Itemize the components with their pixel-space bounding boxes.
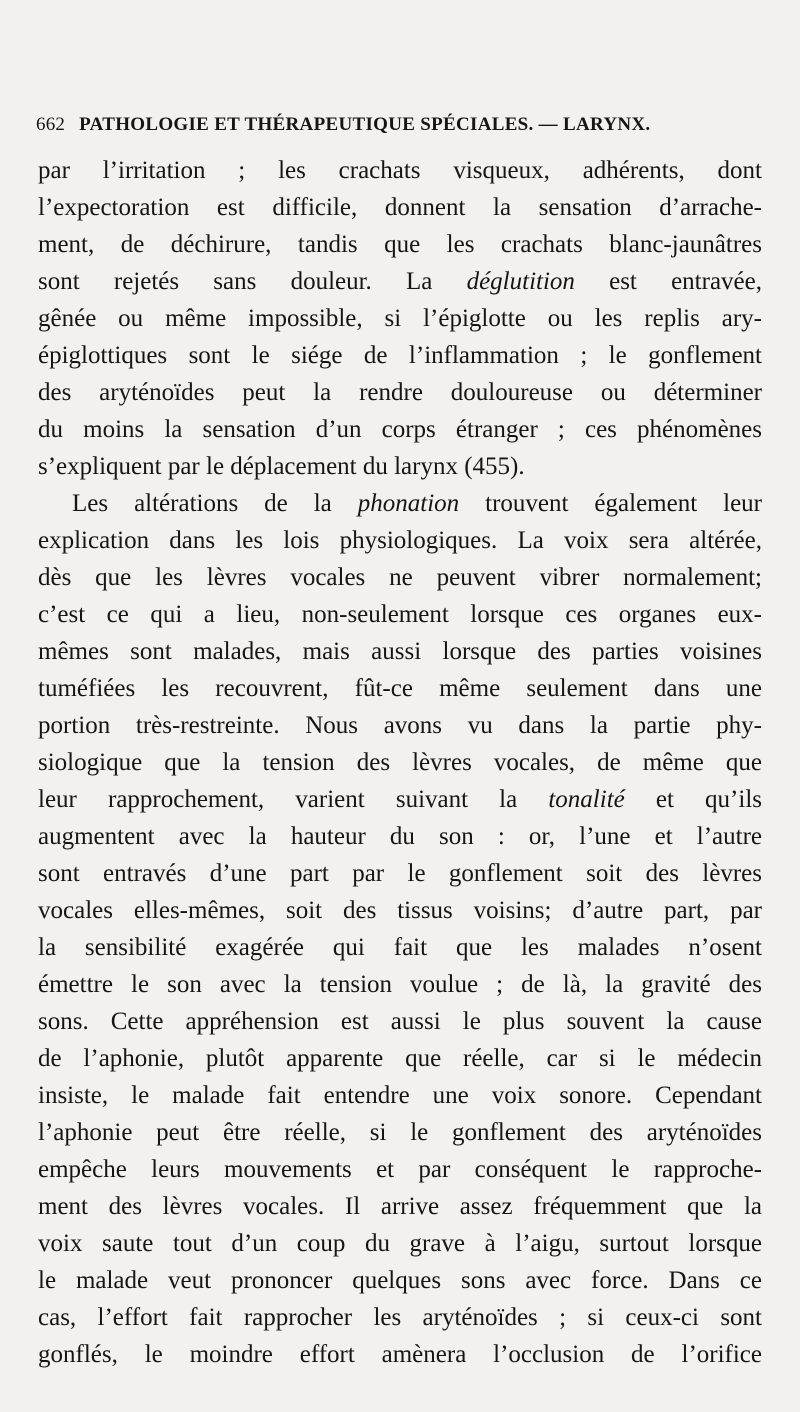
text-line xyxy=(38,189,762,226)
text-line xyxy=(38,559,762,596)
text-segment: par l’irritation ; les crachats visqueux, adhérents, dont xyxy=(38,157,762,184)
text-segment: l’expectoration est difficile, donnent la sensation d’arrache- xyxy=(38,194,762,221)
text-line xyxy=(38,374,762,411)
text-segment: de l’aphonie, plutôt apparente que réelle, car si le médecin xyxy=(38,1045,762,1072)
text-segment: ment des lèvres vocales. Il arrive assez fréquemment que la xyxy=(38,1193,762,1220)
text-line xyxy=(38,337,762,374)
text-segment: voix saute tout d’un coup du grave à l’aigu, surtout lorsque xyxy=(38,1230,762,1257)
text-line xyxy=(38,1077,762,1114)
text-line xyxy=(38,670,762,707)
text-segment: explication dans les lois physiologiques. La voix sera altérée, xyxy=(38,527,762,554)
running-title: PATHOLOGIE ET THÉRAPEUTIQUE SPÉCIALES. — LARYNX. xyxy=(79,114,651,135)
text-line xyxy=(38,596,762,633)
text-segment: empêche leurs mouvements et par conséquent le rapproche- xyxy=(38,1156,762,1183)
text-line xyxy=(38,1040,762,1077)
text-segment: dès que les lèvres vocales ne peuvent vibrer normalement; xyxy=(38,564,762,591)
text-segment: c’est ce qui a lieu, non-seulement lorsque ces organes eux- xyxy=(38,601,762,628)
text-line xyxy=(38,152,762,189)
text-segment: portion très-restreinte. Nous avons vu dans la partie phy- xyxy=(38,712,762,739)
body-text xyxy=(38,152,762,1373)
text-line xyxy=(38,1188,762,1225)
text-segment: émettre le son avec la tension voulue ; de là, la gravité des xyxy=(38,971,762,998)
text-line xyxy=(38,744,762,781)
text-line xyxy=(38,1151,762,1188)
italic-term: tonalité xyxy=(548,786,625,813)
text-line xyxy=(38,300,762,337)
text-segment: gênée ou même impossible, si l’épiglotte ou les replis ary- xyxy=(38,305,762,332)
text-segment: leur rapprochement, varient suivant la xyxy=(38,786,549,813)
text-segment: sons. Cette appréhension est aussi le plus souvent la cause xyxy=(38,1008,762,1035)
text-segment: trouvent également leur xyxy=(459,490,762,517)
text-segment: augmentent avec la hauteur du son : or, l’une et l’autre xyxy=(38,823,762,850)
running-header xyxy=(36,114,766,136)
text-segment: est entravée, xyxy=(574,268,762,295)
text-segment: et qu’ils xyxy=(624,786,762,813)
text-line xyxy=(38,522,762,559)
text-segment: sont rejetés sans douleur. La xyxy=(38,268,467,295)
text-segment: le malade veut prononcer quelques sons avec force. Dans ce xyxy=(38,1267,762,1294)
text-segment: sont entravés d’une part par le gonflement soit des lèvres xyxy=(38,860,762,887)
text-segment: vocales elles-mêmes, soit des tissus voisins; d’autre part, par xyxy=(38,897,762,924)
text-segment: mêmes sont malades, mais aussi lorsque des parties voisines xyxy=(38,638,762,665)
text-line xyxy=(38,263,762,300)
text-line xyxy=(38,707,762,744)
italic-term: phonation xyxy=(357,490,460,517)
text-line xyxy=(38,818,762,855)
text-segment: ment, de déchirure, tandis que les crachats blanc-jaunâtres xyxy=(38,231,762,258)
text-line xyxy=(38,1262,762,1299)
text-line xyxy=(38,892,762,929)
text-line xyxy=(38,411,762,448)
text-segment: cas, l’effort fait rapprocher les aryténoïdes ; si ceux-ci sont xyxy=(38,1304,762,1331)
text-line xyxy=(38,1225,762,1262)
text-segment: siologique que la tension des lèvres vocales, de même que xyxy=(38,749,762,776)
text-segment: gonflés, le moindre effort amènera l’occlusion de l’orifice xyxy=(38,1341,762,1368)
text-segment: du moins la sensation d’un corps étranger ; ces phénomènes xyxy=(38,416,762,443)
text-segment: tuméfiées les recouvrent, fût-ce même seulement dans une xyxy=(38,675,762,702)
text-segment: s’expliquent par le déplacement du larynx (455). xyxy=(38,453,525,480)
text-segment: Les altérations de la xyxy=(72,490,358,517)
text-line xyxy=(38,633,762,670)
text-line xyxy=(38,1003,762,1040)
text-line xyxy=(38,448,762,485)
text-line xyxy=(38,226,762,263)
italic-term: déglutition xyxy=(466,268,575,295)
text-line xyxy=(38,1114,762,1151)
text-line xyxy=(38,1299,762,1336)
text-segment: insiste, le malade fait entendre une voix sonore. Cependant xyxy=(38,1082,762,1109)
text-segment: des aryténoïdes peut la rendre douloureuse ou déterminer xyxy=(38,379,762,406)
page-number: 662 xyxy=(36,114,66,135)
text-line xyxy=(38,485,762,522)
text-line xyxy=(38,781,762,818)
text-line xyxy=(38,929,762,966)
text-line xyxy=(38,1336,762,1373)
text-segment: la sensibilité exagérée qui fait que les malades n’osent xyxy=(38,934,762,961)
text-segment: épiglottiques sont le siége de l’inflammation ; le gonflement xyxy=(38,342,762,369)
text-line xyxy=(38,855,762,892)
text-line xyxy=(38,966,762,1003)
text-segment: l’aphonie peut être réelle, si le gonflement des aryténoïdes xyxy=(38,1119,762,1146)
